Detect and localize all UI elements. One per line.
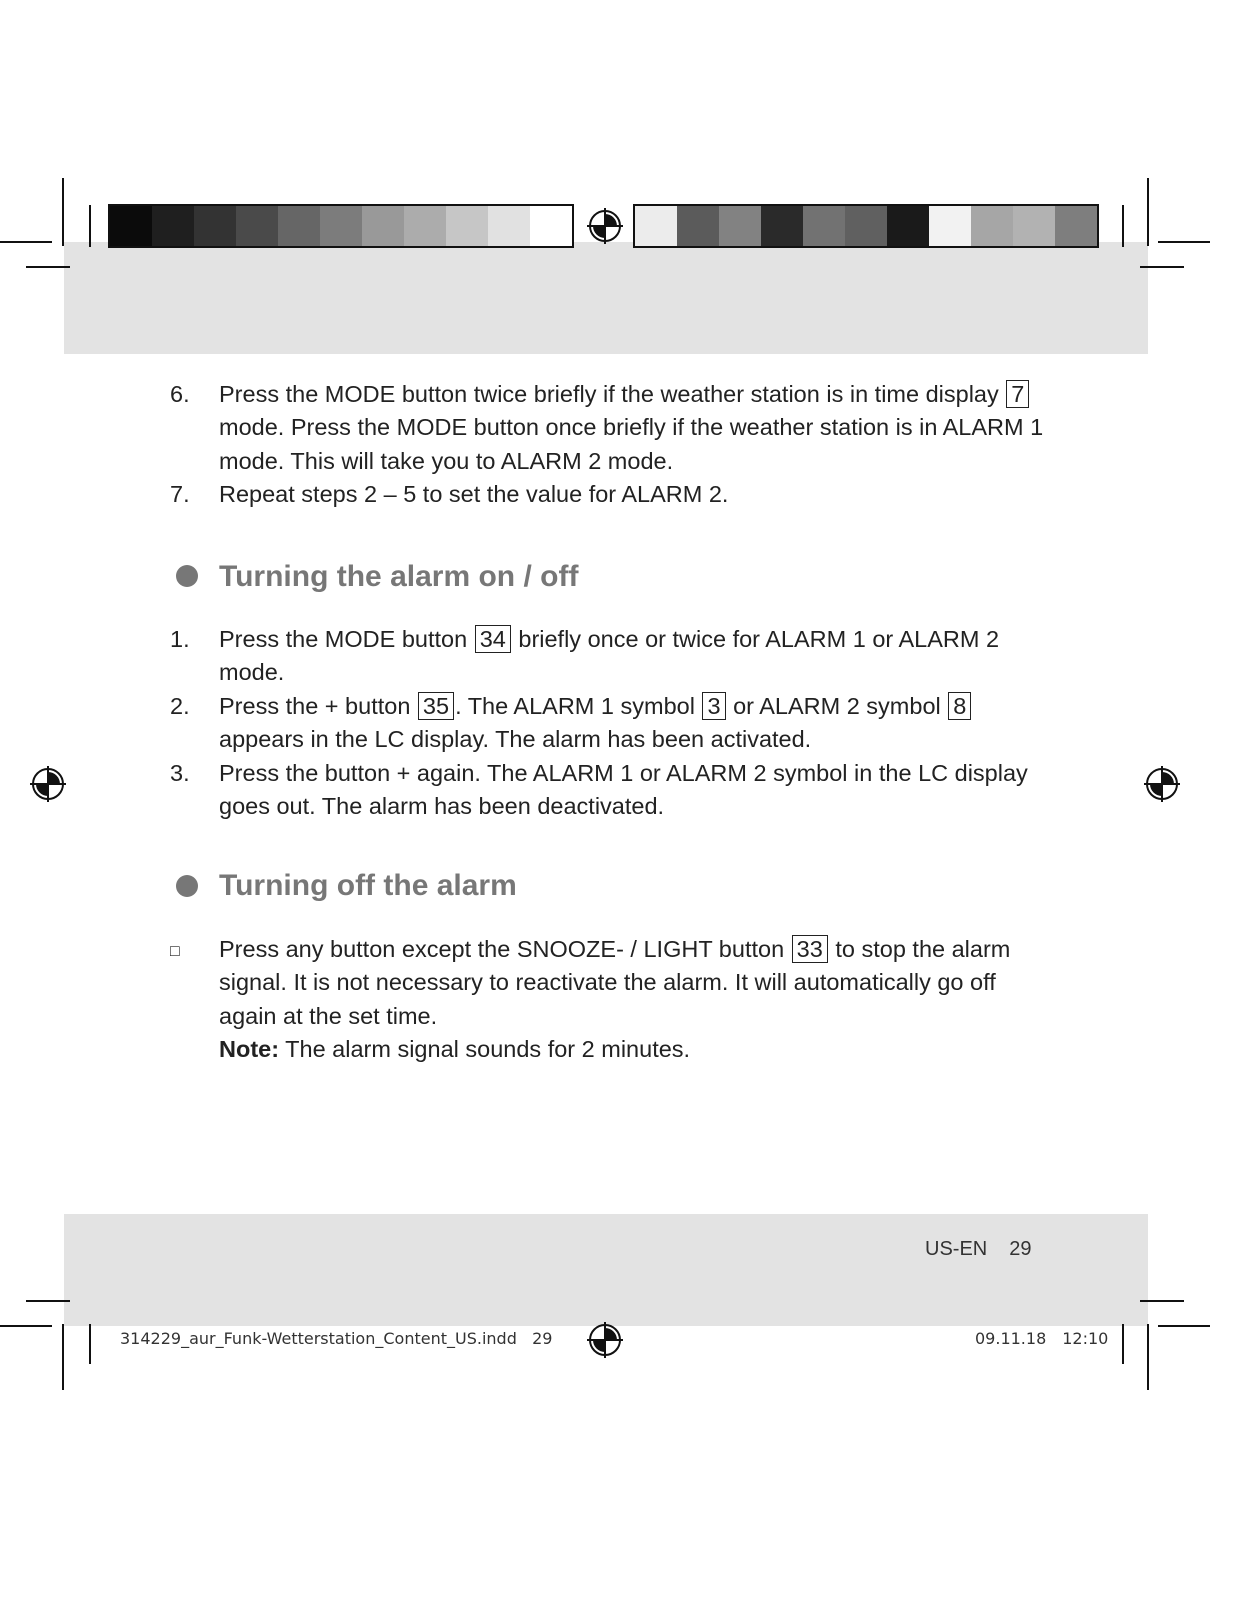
color-swatch: [1055, 206, 1097, 246]
color-swatch: [362, 206, 404, 246]
step-number: 7.: [170, 481, 190, 508]
color-swatch: [194, 206, 236, 246]
reference-number-box: 8: [948, 692, 971, 720]
color-swatch: [320, 206, 362, 246]
slug-filename: 314229_aur_Funk-Wetterstation_Content_US.indd 29: [120, 1329, 553, 1348]
color-swatch: [803, 206, 845, 246]
crop-mark-top-left-horizontal: [0, 241, 52, 243]
crop-mark-top-right-horizontal: [1158, 241, 1210, 243]
color-swatch: [971, 206, 1013, 246]
note-label: Note:: [219, 1036, 280, 1063]
reference-number-box: 34: [475, 625, 511, 653]
crop-mark-bottom-left-vertical-inner: [89, 1324, 91, 1364]
list-item-step-2: [170, 690, 1050, 757]
step-number: 2.: [170, 692, 190, 719]
color-swatch: [677, 206, 719, 246]
section-heading-alarm-on-off: Turning the alarm on / off: [170, 560, 1050, 593]
color-swatch: [1013, 206, 1055, 246]
crop-mark-bottom-right-vertical-inner: [1122, 1324, 1124, 1364]
step-text: Press the + button 35 . The ALARM 1 symbol 3 or ALARM 2 symbol 8 appears in the LC display. The alarm has been activated.: [219, 690, 1050, 757]
color-swatch: [719, 206, 761, 246]
list-item-step-6: [170, 378, 1050, 478]
note-text: The alarm signal sounds for 2 minutes.: [279, 1036, 691, 1063]
list-item-step-3: [170, 757, 1050, 824]
registration-mark-bottom-icon: [587, 1322, 623, 1358]
footer-band: [64, 1214, 1148, 1326]
list-item-step-1: [170, 623, 1050, 690]
instruction-text: Press any button except the SNOOZE- / LIGHT button 33 to stop the alarm signal. It is not necessary to reactivate the alarm. It will automatically go off again at the set time. Note: The alarm signal sounds for 2 minutes.: [219, 935, 1011, 1063]
crop-mark-bottom-left-vertical: [62, 1324, 64, 1390]
reference-number-box: 7: [1006, 380, 1029, 408]
section-heading-alarm-off: Turning off the alarm: [170, 869, 1050, 902]
crop-mark-top-left-vertical-inner: [89, 205, 91, 247]
crop-mark-top-left-horizontal-inner: [26, 266, 70, 268]
color-swatch: [152, 206, 194, 246]
color-swatch: [530, 206, 572, 246]
crop-mark-top-right-vertical-inner: [1122, 205, 1124, 247]
color-swatch: [761, 206, 803, 246]
registration-mark-left-icon: [30, 766, 66, 802]
page-footer: [925, 1238, 1031, 1261]
reference-number-box: 3: [702, 692, 725, 720]
crop-mark-bottom-right-horizontal: [1158, 1325, 1210, 1327]
reference-number-box: 35: [418, 692, 454, 720]
color-swatch: [635, 206, 677, 246]
heading-bullet-icon: [176, 565, 198, 587]
square-bullet-icon: □: [170, 942, 180, 960]
step-text: Press the button + again. The ALARM 1 or ALARM 2 symbol in the LC display goes out. The alarm has been deactivated.: [219, 759, 1028, 820]
color-swatch: [404, 206, 446, 246]
color-swatch: [929, 206, 971, 246]
list-item-step-7: [170, 478, 1050, 511]
color-swatch: [236, 206, 278, 246]
header-band: [64, 242, 1148, 354]
color-swatch: [278, 206, 320, 246]
color-swatch: [887, 206, 929, 246]
heading-bullet-icon: [176, 875, 198, 897]
crop-mark-top-right-vertical: [1147, 178, 1149, 246]
slug-date: 09.11.18 12:10: [975, 1329, 1109, 1348]
crop-mark-bottom-left-horizontal: [0, 1325, 52, 1327]
crop-mark-top-left-vertical: [62, 178, 64, 246]
reference-number-box: 33: [792, 935, 828, 963]
registration-mark-top-icon: [587, 208, 623, 244]
color-swatch: [110, 206, 152, 246]
step-number: 1.: [170, 626, 190, 653]
step-text: Press the MODE button 34 briefly once or twice for ALARM 1 or ALARM 2 mode.: [219, 626, 1000, 686]
crop-mark-top-right-horizontal-inner: [1140, 266, 1184, 268]
step-number: 6.: [170, 381, 190, 407]
crop-mark-bottom-right-vertical: [1147, 1324, 1149, 1390]
page-content: [170, 378, 1050, 1067]
step-text: Repeat steps 2 – 5 to set the value for ALARM 2.: [219, 481, 729, 508]
list-item-instruction: [170, 933, 1050, 1067]
color-calibration-bar-right: [633, 204, 1099, 248]
step-text: Press the MODE button twice briefly if the weather station is in time display 7 mode. Press the MODE button once briefly if the weather station is in ALARM 1 mode. This will take you to ALARM 2 mode.: [219, 381, 1044, 474]
crop-mark-bottom-right-horizontal-inner: [1140, 1300, 1184, 1302]
color-swatch: [446, 206, 488, 246]
registration-mark-right-icon: [1144, 766, 1180, 802]
color-swatch: [845, 206, 887, 246]
color-calibration-bar-left: [108, 204, 574, 248]
step-number: 3.: [170, 759, 190, 786]
language-code: US-EN: [925, 1238, 988, 1260]
page-number: 29: [1009, 1238, 1032, 1260]
crop-mark-bottom-left-horizontal-inner: [26, 1300, 70, 1302]
color-swatch: [488, 206, 530, 246]
